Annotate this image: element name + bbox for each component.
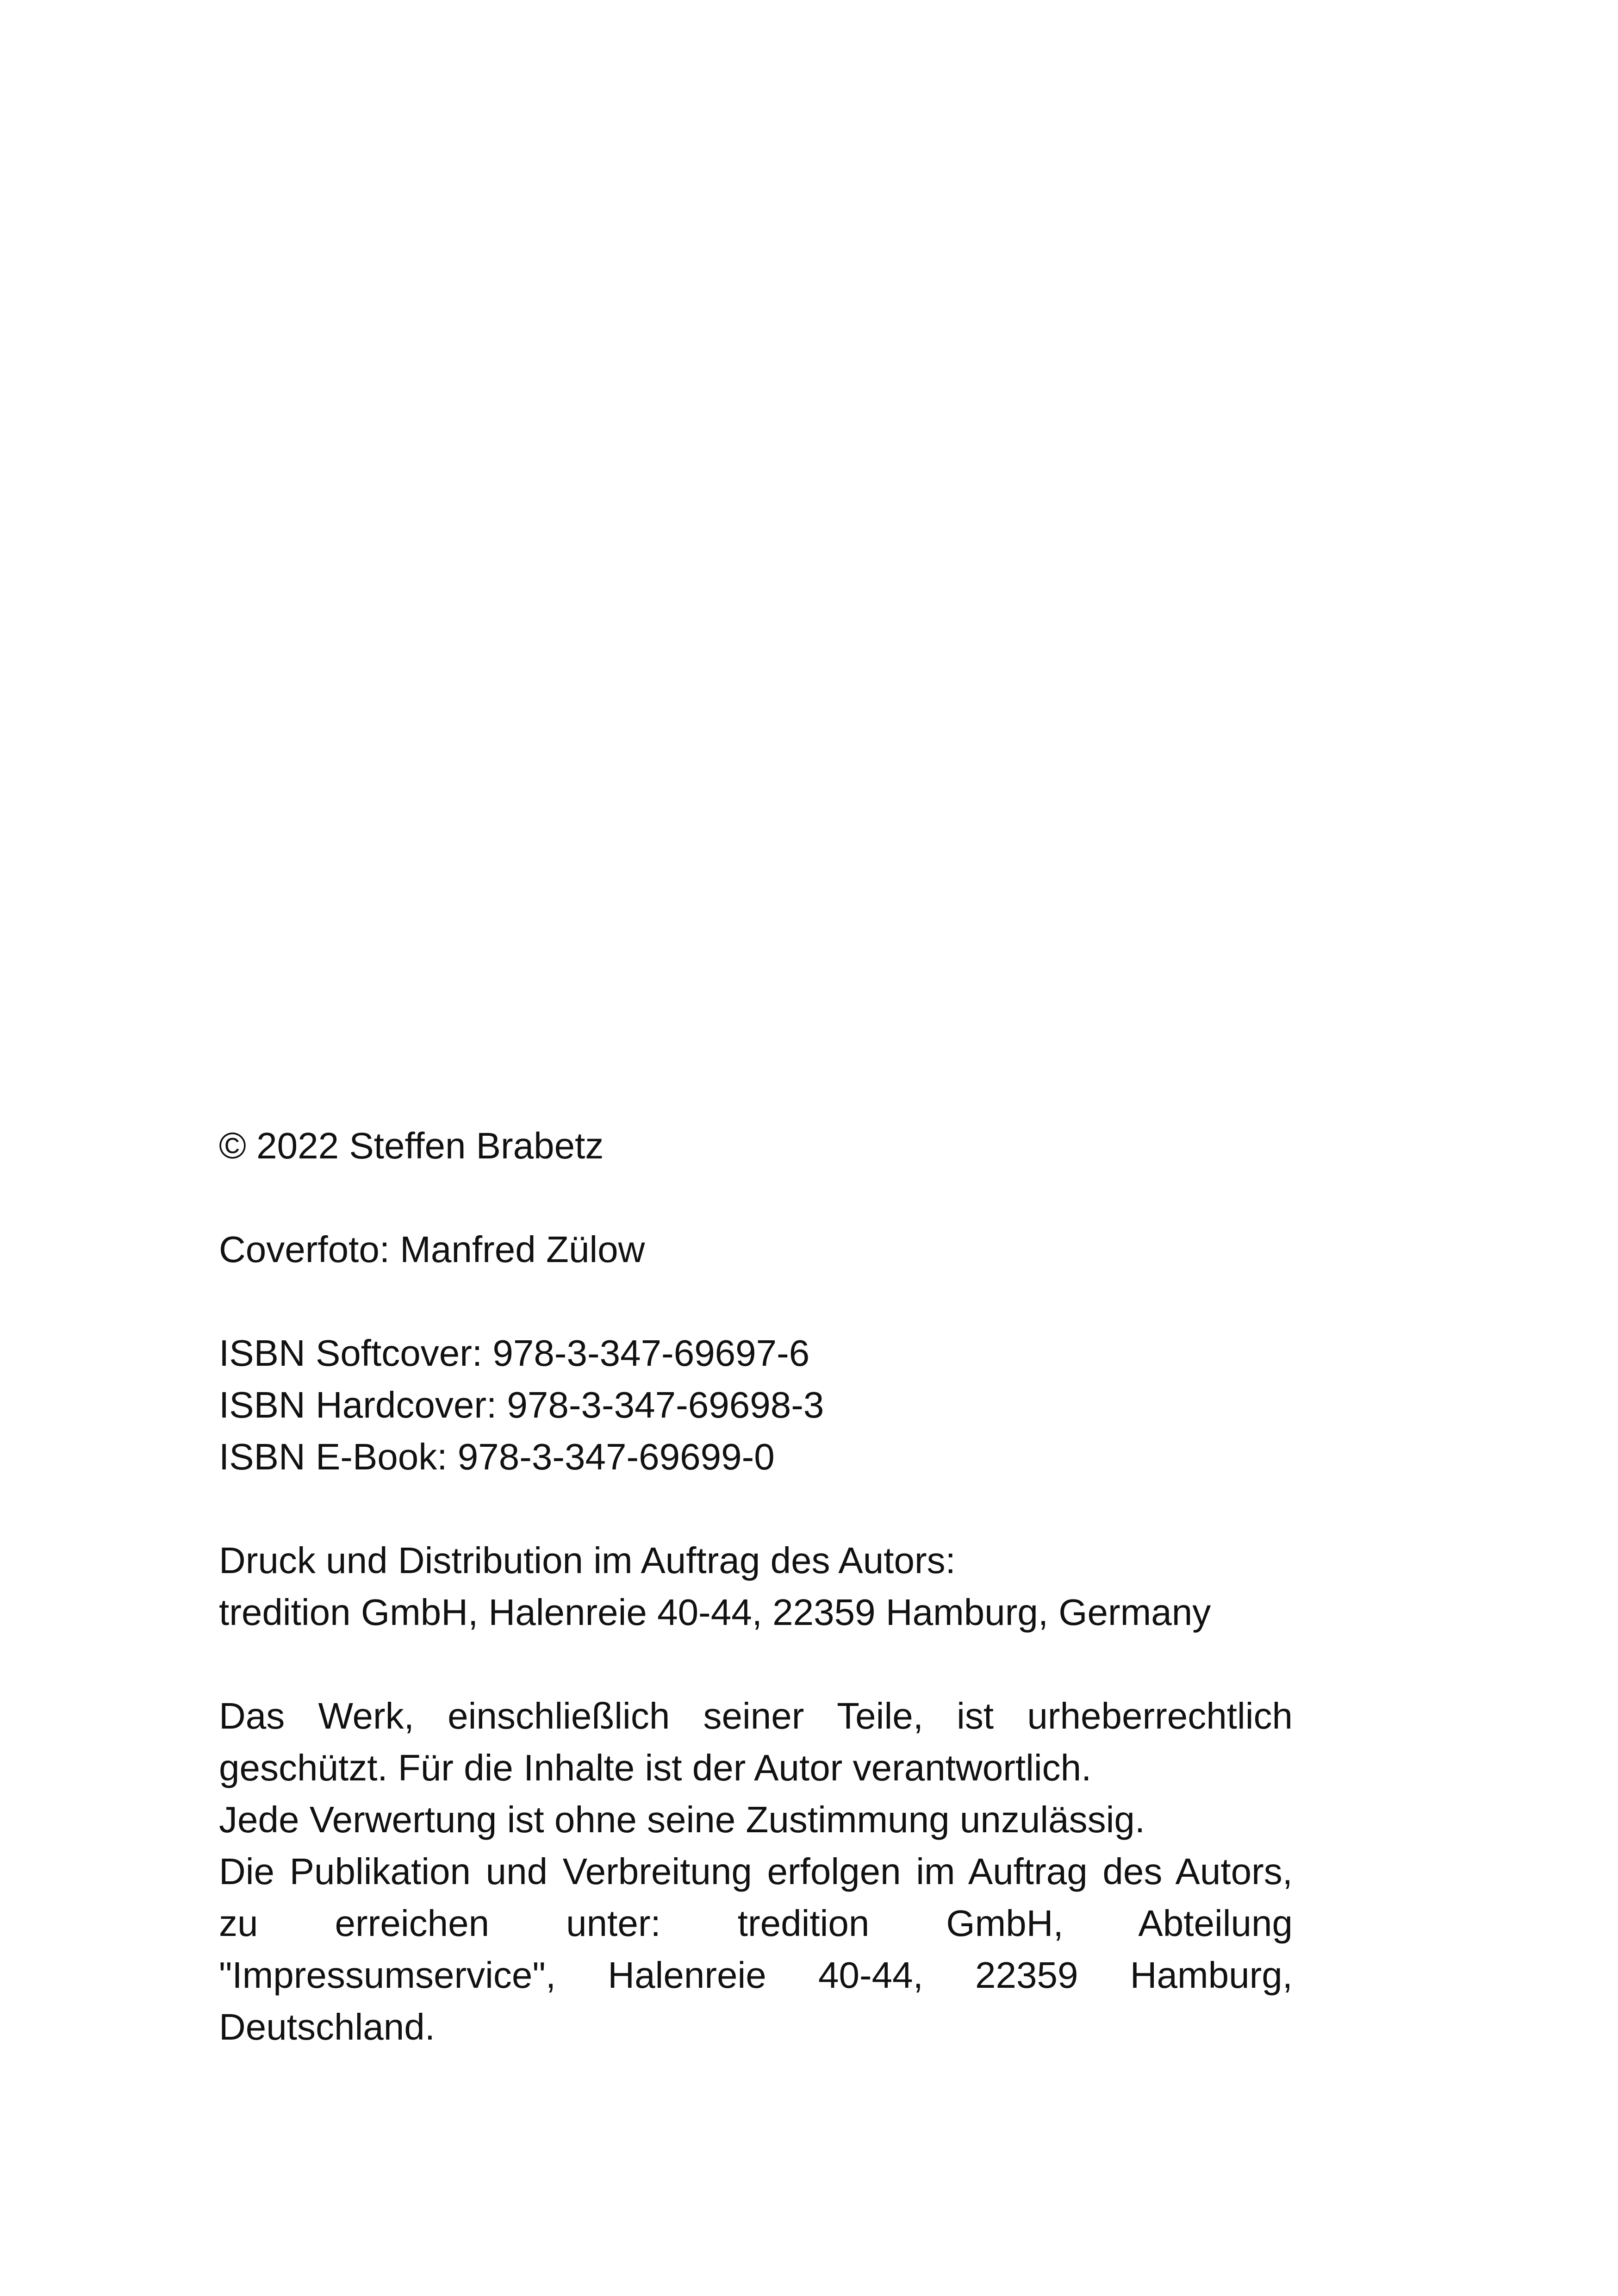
isbn-ebook: ISBN E-Book: 978-3-347-69699-0 [219,1436,775,1477]
copyright-block [219,1120,1293,1172]
isbn-softcover: ISBN Softcover: 978-3-347-69697-6 [219,1332,810,1374]
legal-paragraph-3: Die Publikation und Verbreitung erfolgen im Auftrag des Autors, zu erreichen unter: tredition GmbH, Abteilung "Impressumservice", Halenreie 40-44, 22359 Hamburg, Deutschland. [219,1851,1293,2047]
legal-block [219,1690,1293,2053]
distribution-line-1: Druck und Distribution im Auftrag des Autors: [219,1540,956,1581]
cover-photo-block [219,1224,1293,1276]
isbn-block [219,1327,1293,1483]
imprint-page [219,1120,1293,2053]
distribution-block [219,1535,1293,1638]
copyright-notice: © 2022 Steffen Brabetz [219,1125,604,1166]
cover-photo-credit: Coverfoto: Manfred Zülow [219,1229,645,1270]
isbn-hardcover: ISBN Hardcover: 978-3-347-69698-3 [219,1384,824,1425]
distribution-line-2: tredition GmbH, Halenreie 40-44, 22359 Hamburg, Germany [219,1592,1211,1633]
legal-paragraph-2: Jede Verwertung ist ohne seine Zustimmung unzulässig. [219,1799,1145,1840]
legal-paragraph-1: Das Werk, einschließlich seiner Teile, ist urheberrechtlich geschützt. Für die Inhalte ist der Autor verantwortlich. [219,1695,1293,1788]
